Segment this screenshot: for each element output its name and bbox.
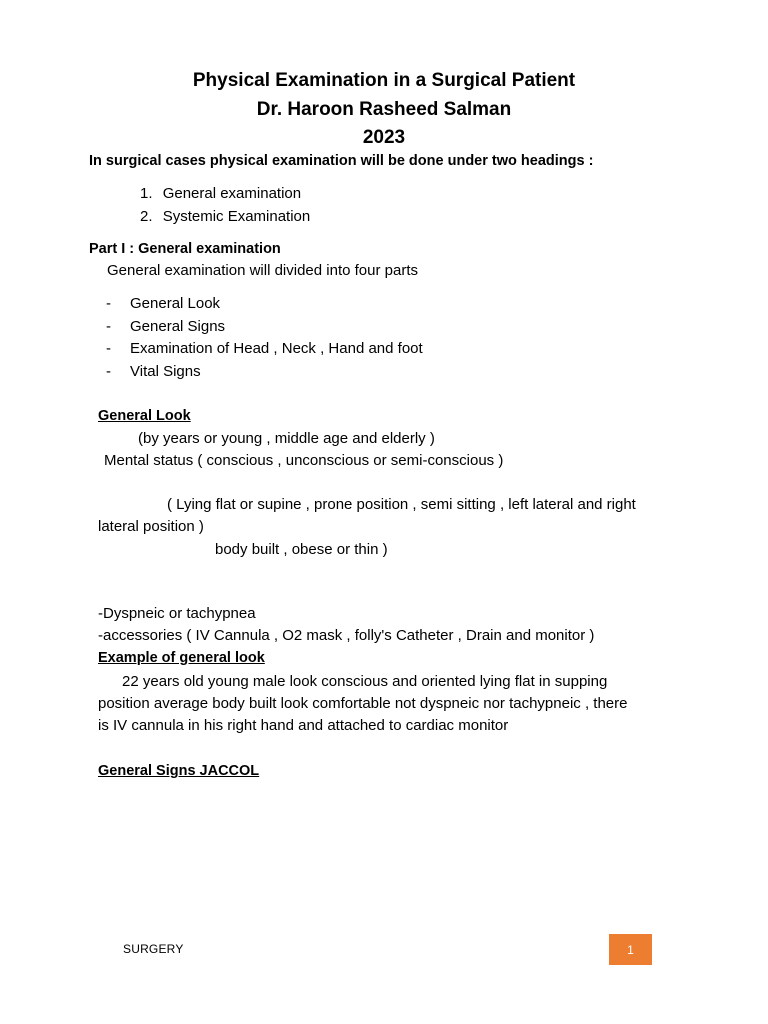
bullet-text: General Look	[130, 295, 221, 312]
document-author: Dr. Haroon Rasheed Salman	[256, 99, 512, 120]
body-built-line: body built , obese or thin )	[215, 541, 388, 558]
bullet-item	[106, 363, 201, 380]
intro-text: In surgical cases physical examination will be done under two headings :	[89, 153, 594, 169]
list-number: 1.	[140, 185, 153, 202]
bullet-item	[106, 295, 221, 312]
example-line-1: 22 years old young male look conscious and oriented lying flat in supping	[122, 673, 608, 690]
position-line-2: lateral position )	[98, 518, 204, 535]
part1-heading: Part I : General examination	[89, 241, 281, 257]
bullet-dash: -	[106, 363, 111, 380]
mental-status-line: Mental status ( conscious , unconscious or semi-conscious )	[104, 452, 504, 469]
bullet-dash: -	[106, 340, 111, 357]
general-look-heading: General Look	[98, 408, 191, 424]
bullet-text: Vital Signs	[130, 363, 201, 380]
accessories-line: -accessories ( IV Cannula , O2 mask , folly's Catheter , Drain and monitor )	[98, 627, 595, 644]
part1-subtext: General examination will divided into four parts	[107, 262, 418, 279]
example-line-2: position average body built look comfortable not dyspneic nor tachypneic , there	[98, 695, 628, 712]
list-number: 2.	[140, 208, 153, 225]
list-text: Systemic Examination	[162, 208, 311, 225]
document-year: 2023	[362, 127, 406, 148]
bullet-text: Examination of Head , Neck , Hand and foot	[130, 340, 423, 357]
position-line-1: ( Lying flat or supine , prone position , semi sitting , left lateral and right	[167, 496, 636, 513]
example-heading: Example of general look	[98, 650, 265, 666]
example-line-3: is IV cannula in his right hand and attached to cardiac monitor	[98, 717, 509, 734]
document-title: Physical Examination in a Surgical Patient	[192, 70, 576, 91]
numbered-list-item	[140, 185, 301, 202]
bullet-dash: -	[106, 318, 111, 335]
dyspneic-line: -Dyspneic or tachypnea	[98, 605, 256, 622]
bullet-dash: -	[106, 295, 111, 312]
list-text: General examination	[162, 185, 302, 202]
bullet-item	[106, 318, 226, 335]
bullet-text: General Signs	[130, 318, 226, 335]
page-number-badge: 1	[609, 934, 652, 965]
general-signs-heading: General Signs JACCOL	[98, 763, 260, 779]
footer-label: SURGERY	[123, 942, 184, 956]
bullet-item	[106, 340, 423, 357]
numbered-list-item	[140, 208, 310, 225]
age-line: (by years or young , middle age and elderly )	[138, 430, 435, 447]
